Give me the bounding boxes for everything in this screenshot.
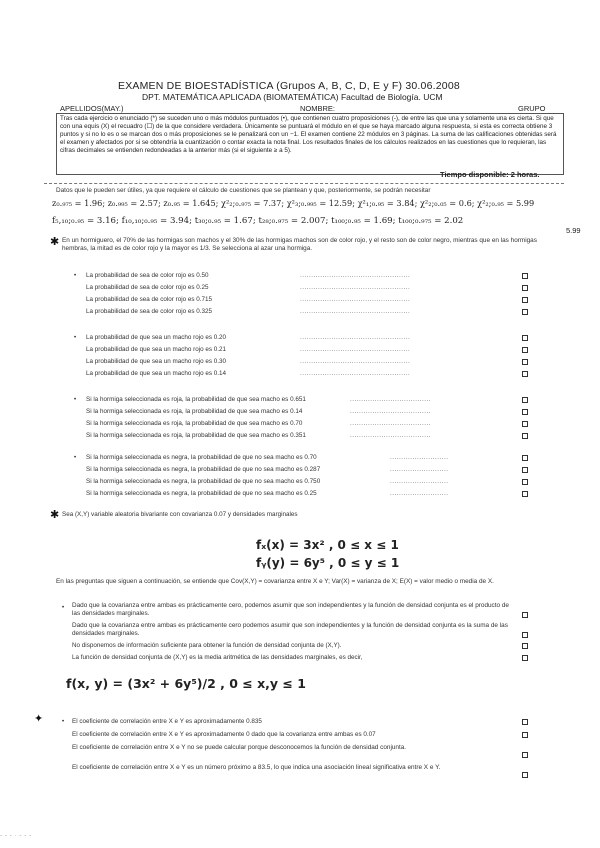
exercise-star-icon: ✱ (50, 236, 60, 248)
m3-checkbox-3[interactable] (522, 421, 528, 427)
m6-checkbox-4[interactable] (522, 772, 528, 778)
m3-option-3: Si la hormiga seleccionada es roja, la probabilidad de que sea macho es 0.70 (86, 420, 303, 427)
marginal-fx: fₓ(x) = 3x² , 0 ≤ x ≤ 1 (256, 538, 399, 552)
module-bullet-icon: • (74, 335, 77, 341)
marginal-fy: fᵧ(y) = 6y⁵ , 0 ≤ y ≤ 1 (256, 556, 400, 570)
m6-option-3: El coeficiente de correlación entre X e Y no se puede calcular porque desconocemos la función de densidad conjunta. (72, 744, 407, 751)
m6-option-2: El coeficiente de correlación entre X e Y es aproximadamente 0 dado que la covarianza entre ambas es 0.07 (72, 731, 376, 738)
side-value: 5.99 (566, 226, 581, 235)
m2-option-2: La probabilidad de que sea un macho rojo es 0.21 (86, 346, 227, 353)
m1-option-4: La probabilidad de sea de color rojo es 0.325 (86, 308, 213, 315)
quantiles-row-2: f₅,₁₀;₀.₉₅ = 3.16; f₁₀,₁₀;₀.₉₅ = 3.94; t₃₀;₀.₉₅ = 1.67; t₂₈;₀.₉₇₅ = 2.007; t₁₀₀;₀.₉₅ = 1.69; t₁₀₀;₀.₉₇₅ = 2.02 (52, 216, 464, 226)
m1-checkbox-3[interactable] (522, 297, 528, 303)
exam-title: EXAMEN DE BIOESTADÍSTICA (Grupos A, B, C, D, E y F) 30.06.2008 (118, 80, 460, 92)
m3-checkbox-4[interactable] (522, 433, 528, 439)
m5-option-1: Dado que la covarianza entre ambas es prácticamente cero, podemos asumir que son independientes y la función de densidad conjunta es el producto de las densidades marginales. (72, 602, 509, 618)
exercise-star-icon: ✦ (34, 713, 44, 725)
m1-checkbox-2[interactable] (522, 285, 528, 291)
m2-checkbox-3[interactable] (522, 359, 528, 365)
m4-option-1: Si la hormiga seleccionada es negra, la probabilidad de que no sea macho es 0.70 (86, 454, 317, 461)
module-bullet-icon: • (74, 455, 77, 461)
m5-checkbox-4[interactable] (522, 655, 528, 661)
m4-option-2: Si la hormiga seleccionada es negra, la probabilidad de que no sea macho es 0.287 (86, 466, 321, 473)
joint-density-formula: f(x, y) = (3x² + 6y⁵)/2 , 0 ≤ x,y ≤ 1 (66, 676, 306, 691)
m5-checkbox-1[interactable] (522, 612, 528, 618)
bottom-margin-marks: - - - · - - - (0, 832, 32, 839)
m4-checkbox-3[interactable] (522, 479, 528, 485)
m3-option-4: Si la hormiga seleccionada es roja, la probabilidad de que sea macho es 0.351 (86, 432, 306, 439)
ants-intro: En un hormiguero, el 70% de las hormigas son machos y el 30% de las hormigas machos son de color rojo, y el resto son de color negro, mientras que en las hormigas hembras, la mitad es de color rojo y la mayor es 1/3. Se selecciona al azar una hormiga. (62, 237, 537, 253)
instructions-box: Tras cada ejercicio o enunciado (*) se suceden uno o más módulos puntuados (•), que contienen cuatro proposiciones (-), de entre las que una y solamente una es cierta. Si que con una equis (X) el recuadro (☐) de la que considere verdadera. Únicamente se puntuará el módulo en el que se haya marcado alguna respuesta, si esta es correcta obtiene 3 puntos y si no lo es o se marcan dos o más proposiciones se le penalizará con un −1. El examen contiene 22 módulos en 3 páginas. La suma de las calificaciones obtenidas será el examen y afectados por si se obtendría la cuantización o contar exacta la nota final. Los resultados finales de los cálculos realizados en las cuestiones que lo requieran, las cifras decimales se entienden redondeadas a la anterior más (si el siguiente ≥ a 5). (56, 113, 564, 175)
m5-option-2: Dado que la covarianza entre ambas es prácticamente cero podemos asumir que son independientes y la función de densidad conjunta es la suma de las densidades marginales. (72, 622, 508, 638)
m1-option-1: La probabilidad de sea de color rojo es 0.50 (86, 272, 209, 279)
m5-option-4: La función de densidad conjunta de (X,Y) es la media aritmética de las densidades marginales, es decir, (72, 654, 363, 661)
notation-note: En las preguntas que siguen a continuación, se entiende que Cov(X,Y) = covarianza entre X e Y; Var(X) = varianza de X; E(X) = valor medio o media de X. (56, 578, 494, 585)
m4-checkbox-2[interactable] (522, 467, 528, 473)
m2-checkbox-1[interactable] (522, 335, 528, 341)
module-bullet-icon: • (62, 605, 65, 611)
department-line: DPT. MATEMÁTICA APLICADA (BIOMATEMÁTICA) Facultad de Biología. UCM (142, 92, 443, 102)
m5-option-3: No disponemos de información suficiente para obtener la función de densidad conjunta de (X,Y). (72, 642, 342, 649)
m6-option-4: El coeficiente de correlación entre X e Y es un número próximo a 83.5, lo que indica una asociación lineal significativa entre X e Y. (72, 764, 441, 771)
m6-checkbox-2[interactable] (522, 732, 528, 738)
m3-checkbox-2[interactable] (522, 409, 528, 415)
quantiles-intro: Datos que le pueden ser útiles, ya que requiere el cálculo de cuestiones que se plantean y que, posteriormente, se podrán necesitar (56, 187, 431, 194)
module-bullet-icon: • (74, 397, 77, 403)
m1-option-3: La probabilidad de sea de color rojo es 0.715 (86, 296, 213, 303)
m4-checkbox-1[interactable] (522, 455, 528, 461)
separator-line (44, 183, 564, 184)
m2-option-1: La probabilidad de que sea un macho rojo es 0.20 (86, 334, 227, 341)
nombre-label: NOMBRE: (300, 104, 336, 113)
m3-option-2: Si la hormiga seleccionada es roja, la probabilidad de que sea macho es 0.14 (86, 408, 303, 415)
time-available: Tiempo disponible: 2 horas. (440, 170, 540, 179)
module-bullet-icon: • (62, 719, 65, 725)
m5-checkbox-3[interactable] (522, 643, 528, 649)
m6-checkbox-1[interactable] (522, 719, 528, 725)
m4-option-3: Si la hormiga seleccionada es negra, la probabilidad de que no sea macho es 0.750 (86, 478, 321, 485)
exam-page: EXAMEN DE BIOESTADÍSTICA (Grupos A, B, C, D, E y F) 30.06.2008 DPT. MATEMÁTICA APLICADA (BIOMATEMÁTICA) Facultad de Biología. UCM APELLIDOS(MAY.) NOMBRE: GRUPO Tras cada ejercicio o enunciado (*) se suceden uno o más módulos puntuados (•), que contienen cuatro proposiciones (-), de entre las que una y solamente una es cierta. Si que con una equis (X) el recuadro (☐) de la que considere verdadera. Únicamente se puntuará el módulo en el que se haya marcado alguna respuesta, si esta es correcta obtiene 3 puntos y si no lo es o se marcan dos o más proposiciones se le penalizará con un −1. El examen contiene 22 módulos en 3 páginas. La suma de las calificaciones obtenidas será el examen y afectados por si se obtendría la cuantización o contar exacta la nota final. Los resultados finales de los cálculos realizados en las cuestiones que lo requieran, las cifras decimales se entienden redondeadas a la anterior más (si el siguiente ≥ a 5). Tiempo disponible: 2 horas. Datos que le pueden ser útiles, ya que requiere el cálculo de cuestiones que se plantean y que, posteriormente, se podrán necesitar z₀.₉₇₅ = 1.96; z₀.₉₉₅ = 2.57; z₀.₉₅ = 1.645; χ²₂;₀.₉₇₅ = 7.37; χ²₃;₀.₉₉₅ = 12.59; χ²₁;₀.₉₅ = 3.84; χ²₂;₀.₀₅ = 0.6; χ²₂;₀.₉₅ = 5.99 f₅,₁₀;₀.₉₅ = 3.16; f₁₀,₁₀;₀.₉₅ = 3.94; t₃₀;₀.₉₅ = 1.67; t₂₈;₀.₉₇₅ = 2.007; t₁₀₀;₀.₉₅ = 1.69; t₁₀₀;₀.₉₇₅ = 2.02 5.99 ✱ En un hormiguero, el 70% de las hormigas son machos y el 30% de las hormigas machos son de color rojo, y el resto son de color negro, mientras que en las hormigas hembras, la mitad es de color rojo y la mayor es 1/3. Se selecciona al azar una hormiga. • La probabilidad de sea de color rojo es 0.50 La probabilidad de sea de color rojo es 0.25 La probabilidad de sea de color rojo es 0.715 La probabilidad de sea de color rojo es 0.325 ................................................. ................................................. ................................................. ................................................. • La probabilidad de que sea un macho rojo es 0.20 La probabilidad de que sea un macho rojo es 0.21 La probabilidad de que sea un macho rojo es 0.30 La probabilidad de que sea un macho rojo es 0.14 ................................................. ................................................. ................................................. ................................................. • Si la hormiga seleccionada es roja, la probabilidad de que sea macho es 0.651 Si la hormiga seleccionada es roja, la probabilidad de que sea macho es 0.14 Si la hormiga seleccionada es roja, la probabilidad de que sea macho es 0.70 Si la hormiga seleccionada es roja, la probabilidad de que sea macho es 0.351 .................................... .................................... .................................... .................................... • Si la hormiga seleccionada es negra, la probabilidad de que no sea macho es 0.70 Si la hormiga seleccionada es negra, la probabilidad de que no sea macho es 0.287 Si la hormiga seleccionada es negra, la probabilidad de que no sea macho es 0.750 Si la hormiga seleccionada es negra, la probabilidad de que no sea macho es 0.25 .......................... .......................... .......................... .......................... ✱ Sea (X,Y) variable aleatoria bivariante con covarianza 0.07 y densidades marginales fₓ(x) = 3x² , 0 ≤ x ≤ 1 fᵧ(y) = 6y⁵ , 0 ≤ y ≤ 1 En las preguntas que siguen a continuación, se entiende que Cov(X,Y) = covarianza entre X e Y; Var(X) = varianza de X; E(X) = valor medio o media de X. • Dado que la covarianza entre ambas es prácticamente cero, podemos asumir que son independientes y la función de densidad conjunta es el producto de las densidades marginales. Dado que la covarianza entre ambas es prácticamente cero podemos asumir que son independientes y la función de densidad conjunta es la suma de las densidades marginales. No disponemos de información suficiente para obtener la función de densidad conjunta de (X,Y). La función de densidad conjunta de (X,Y) es la media aritmética de las densidades marginales, es decir, f(x, y) = (3x² + 6y⁵)/2 , 0 ≤ x,y ≤ 1 ✦ • El coeficiente de correlación entre X e Y es aproximadamente 0.835 El coeficiente de correlación entre X e Y es aproximadamente 0 dado que la covarianza entre ambas es 0.07 El coeficiente de correlación entre X e Y no se puede calcular porque desconocemos la función de densidad conjunta. El coeficiente de correlación entre X e Y es un número próximo a 83.5, lo que indica una asociación lineal significativa entre X e Y. - - - · - - - (0, 80, 581, 839)
m2-checkbox-4[interactable] (522, 371, 528, 377)
grupo-label: GRUPO (518, 104, 546, 113)
m4-option-4: Si la hormiga seleccionada es negra, la probabilidad de que no sea macho es 0.25 (86, 490, 317, 497)
exercise-star-icon: ✱ (50, 509, 60, 521)
m1-option-2: La probabilidad de sea de color rojo es 0.25 (86, 284, 209, 291)
m1-checkbox-1[interactable] (522, 273, 528, 279)
m2-option-3: La probabilidad de que sea un macho rojo es 0.30 (86, 358, 227, 365)
m2-checkbox-2[interactable] (522, 347, 528, 353)
m6-checkbox-3[interactable] (522, 752, 528, 758)
m3-option-1: Si la hormiga seleccionada es roja, la probabilidad de que sea macho es 0.651 (86, 396, 306, 403)
m5-checkbox-2[interactable] (522, 632, 528, 638)
m2-option-4: La probabilidad de que sea un macho rojo es 0.14 (86, 370, 227, 377)
m1-checkbox-4[interactable] (522, 309, 528, 315)
apellidos-label: APELLIDOS(MAY.) (60, 104, 124, 113)
m3-checkbox-1[interactable] (522, 397, 528, 403)
quantiles-row-1: z₀.₉₇₅ = 1.96; z₀.₉₉₅ = 2.57; z₀.₉₅ = 1.645; χ²₂;₀.₉₇₅ = 7.37; χ²₃;₀.₉₉₅ = 12.59; χ²₁;₀.₉₅ = 3.84; χ²₂;₀.₀₅ = 0.6; χ²₂;₀.₉₅ = 5.99 (52, 198, 535, 208)
m6-option-1: El coeficiente de correlación entre X e Y es aproximadamente 0.835 (72, 718, 262, 725)
bivariate-intro: Sea (X,Y) variable aleatoria bivariante con covarianza 0.07 y densidades marginales (62, 511, 298, 518)
m4-checkbox-4[interactable] (522, 491, 528, 497)
module-bullet-icon: • (74, 273, 77, 279)
